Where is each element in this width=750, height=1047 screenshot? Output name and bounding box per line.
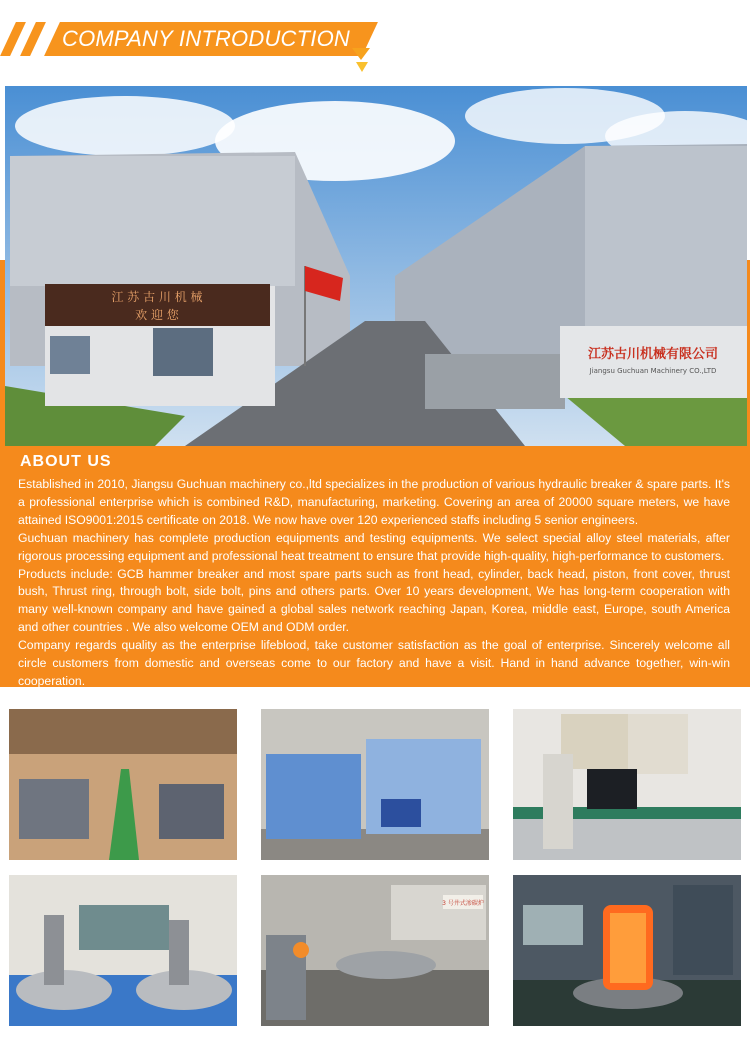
workshop-photo xyxy=(9,709,237,860)
chevron-down-icon xyxy=(356,62,368,72)
company-sign-cn: 江苏古川机械有限公司 xyxy=(587,347,719,362)
about-paragraph: Company regards quality as the enterprise lifeblood, take customer satisfaction as the goal of enterprise. Sincerely welcome all circle customers from domestic and overseas come to our factory and have a visit. Hand in hand advance together, win-win cooperation. xyxy=(18,638,730,688)
section-title: COMPANY INTRODUCTION xyxy=(62,26,350,51)
about-title: ABOUT US xyxy=(20,453,112,470)
about-paragraph: Products include: GCB hammer breaker and most spare parts such as front head, cylinder, back head, piston, front cover, thrust bush, Thrust ring, through bolt, side bolt, pins and others parts. Over 10 years development, We has long-term cooperation with many well-known company and have gained a global sales network reaching Japan, Korea, middle east, Europe, south America and other countries . We also welcome OEM and ODM order. xyxy=(18,566,730,635)
furnace-photo xyxy=(9,875,237,1026)
chevron-down-icon xyxy=(352,48,370,60)
company-sign-en: Jiangsu Guchuan Machinery CO.,LTD xyxy=(589,367,717,375)
heat-treatment-photo xyxy=(513,875,741,1026)
carburizing-furnace-photo xyxy=(261,875,489,1026)
gate-sign-line1: 江 苏 古 川 机 械 xyxy=(111,290,203,304)
about-body xyxy=(18,476,730,691)
about-paragraph: Established in 2010, Jiangsu Guchuan machinery co.,ltd specializes in the production of various hydraulic breaker & spare parts. It's a professional enterprise which is combined R&D, manufacturing, marketing. Covering an area of 20000 square meters, we have attained ISO9001:2015 certificate on 2018. We now have over 120 experienced staffs including 5 senior engineers. xyxy=(18,477,730,527)
factory-photo xyxy=(5,86,747,446)
section-header xyxy=(0,18,750,68)
gate-sign-line2: 欢 迎 您 xyxy=(135,308,179,322)
about-paragraph: Guchuan machinery has complete production equipments and testing equipments. We select special alloy steel materials, after rigorous processing equipment and professional heat treatment to ensure that provide high-quality, high-performance to customers. xyxy=(18,530,730,563)
cnc-machine-photo xyxy=(261,709,489,860)
furnace-label: 3 号井式渗碳炉 xyxy=(442,900,484,907)
lab-equipment-photo xyxy=(513,709,741,860)
decor-slash xyxy=(20,22,46,56)
